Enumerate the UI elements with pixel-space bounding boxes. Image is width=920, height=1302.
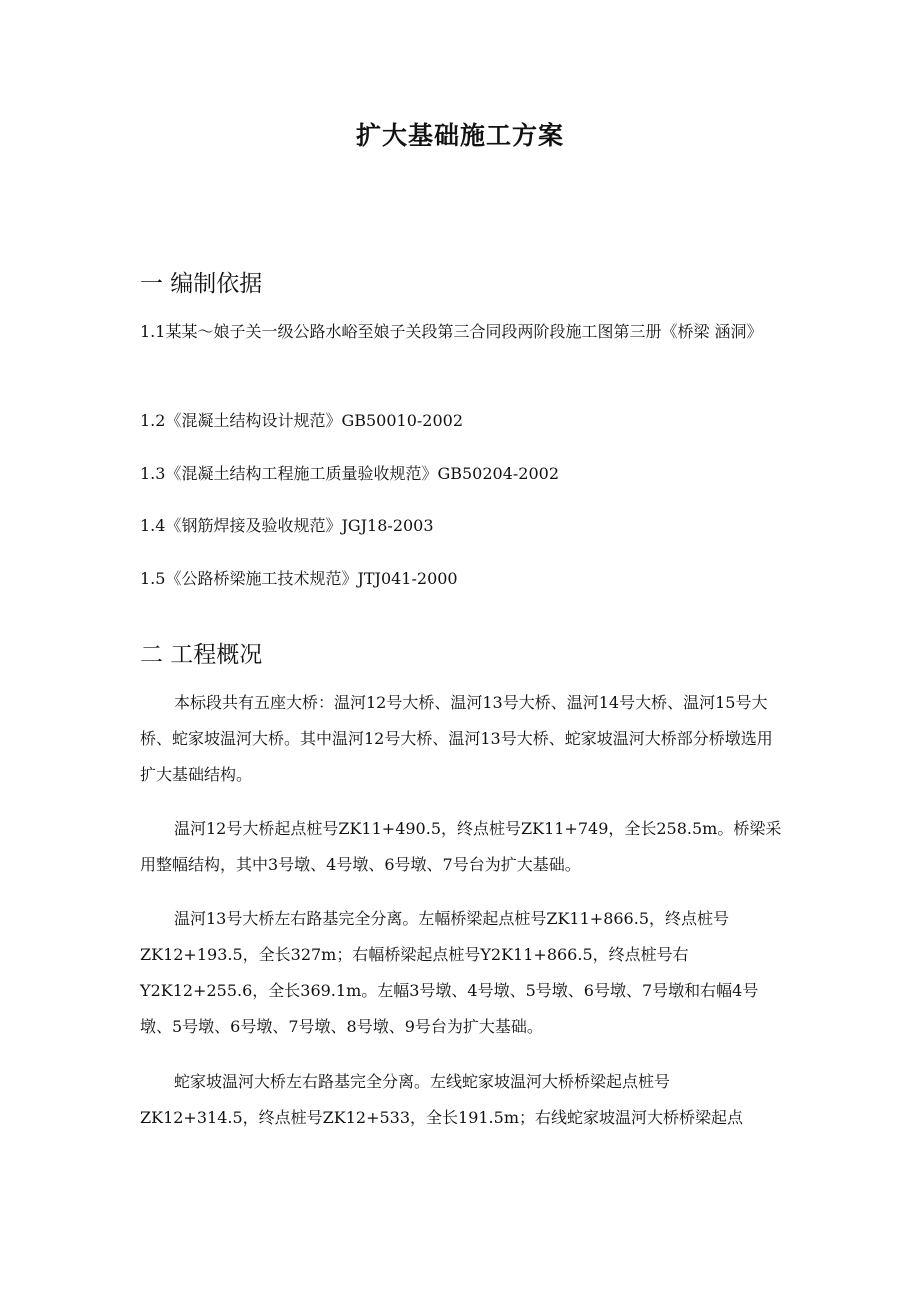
reference-item: 1.4《钢筋焊接及验收规范》JGJ18-2003 [140,516,434,535]
section-heading-basis: 一 编制依据 [140,271,263,297]
paragraph: 温河13号大桥左右路基完全分离。左幅桥梁起点桩号ZK11+866.5，终点桩号ZK12+193.5，全长327m；右幅桥梁起点桩号Y2K11+866.5，终点桩号右Y2K12+255.6，全长369.1m。左幅3号墩、4号墩、5号墩、6号墩、7号墩和右幅4号墩、5号墩、6号墩、7号墩、8号墩、9号台为扩大基础。 [140,909,759,1036]
reference-item: 1.3《混凝土结构工程施工质量验收规范》GB50204-2002 [140,464,560,483]
reference-item: 1.5《公路桥梁施工技术规范》JTJ041-2000 [140,569,458,588]
reference-item: 1.1某某～娘子关一级公路水峪至娘子关段第三合同段两阶段施工图第三册《桥梁 涵洞》 [140,322,763,341]
paragraph: 温河12号大桥起点桩号ZK11+490.5，终点桩号ZK11+749，全长258.5m。桥梁采用整幅结构，其中3号墩、4号墩、6号墩、7号台为扩大基础。 [140,819,782,874]
paragraph: 本标段共有五座大桥：温河12号大桥、温河13号大桥、温河14号大桥、温河15号大桥、蛇家坡温河大桥。其中温河12号大桥、温河13号大桥、蛇家坡温河大桥部分桥墩选用扩大基础结构。 [140,693,773,784]
section-heading-overview: 二 工程概况 [140,642,263,668]
document-title: 扩大基础施工方案 [355,121,564,150]
paragraph: 蛇家坡温河大桥左右路基完全分离。左线蛇家坡温河大桥桥梁起点桩号ZK12+314.5，终点桩号ZK12+533，全长191.5m；右线蛇家坡温河大桥桥梁起点 [140,1072,743,1127]
reference-item: 1.2《混凝土结构设计规范》GB50010-2002 [140,411,464,430]
